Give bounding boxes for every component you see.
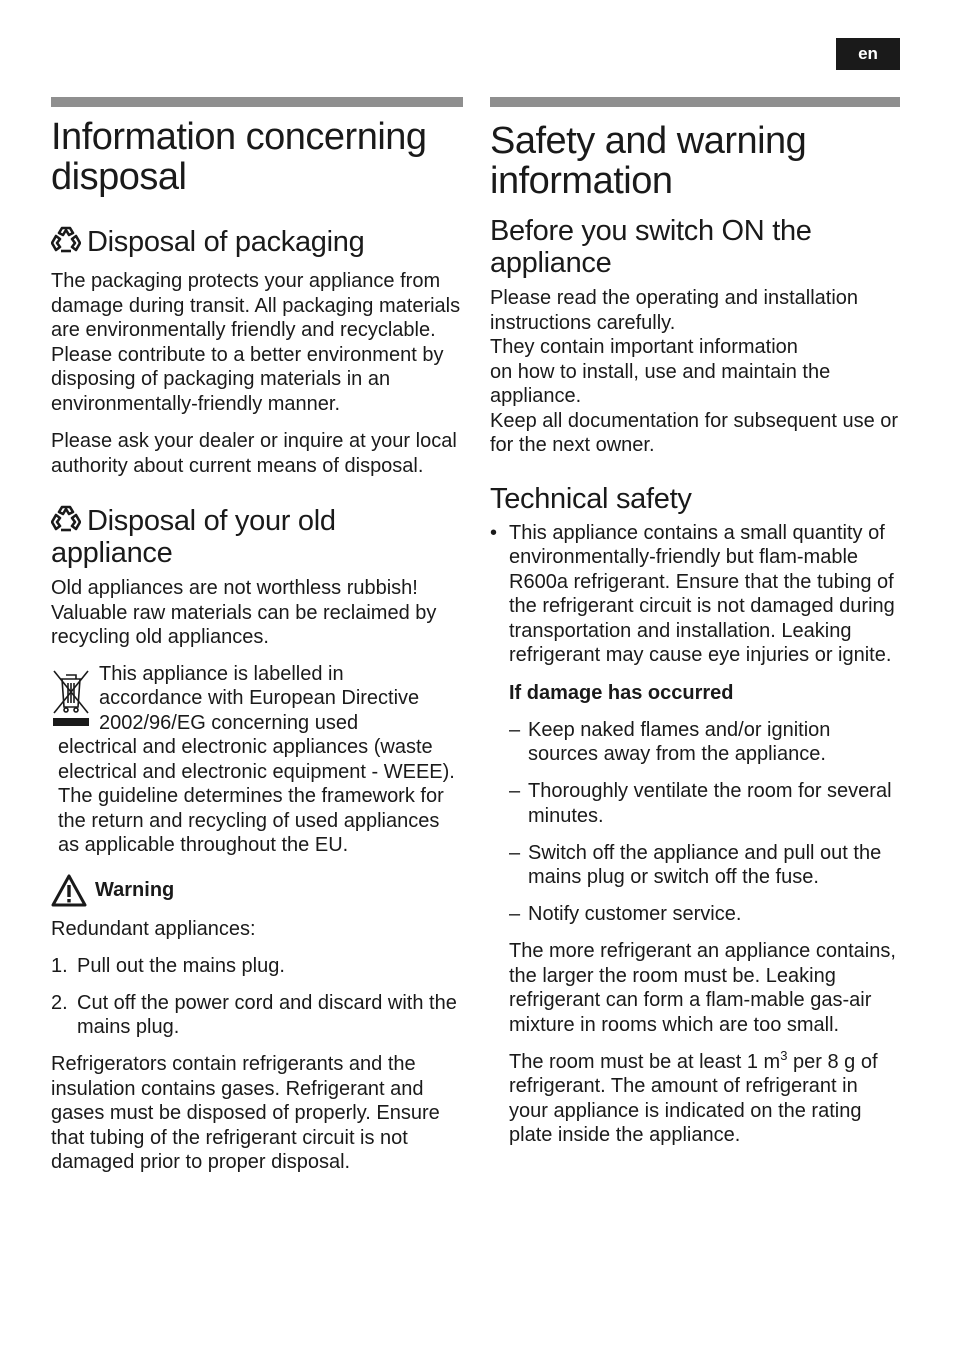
disposal-steps [51,954,463,1040]
weee-paragraph: electrical and electronic appliances (waste electrical and electronic equipment - WEEE). The guideline determines the framework for the return and recycling of used appliances as applicable throughout the EU. [58,736,455,856]
before-switch-on-heading: Before you switch ON the appliance [490,215,812,279]
list-item: – Notify customer service. [509,902,900,927]
recycling-icon [51,503,81,533]
list-item: 1. Pull out the mains plug. [51,954,285,977]
damage-section [490,681,900,1148]
technical-safety-heading: Technical safety [490,482,692,515]
warning-heading: Warning [51,874,463,908]
section-rule [490,97,900,107]
disposal-title: Information concerning disposal [51,116,427,198]
weee-line-1: This appliance is labelled in [99,662,344,685]
list-item: 2. Cut off the power cord and discard with the mains plug. [51,991,457,1038]
packaging-dealer-paragraph: Please ask your dealer or inquire at your local authority about current means of disposal. [51,430,457,477]
room-size-paragraph: The more refrigerant an appliance contains, the larger the room must be. Leaking refrigerant can form a flam-mable gas-air mixture in rooms which are too small. [509,940,896,1036]
before-line: Please read the operating and installation instructions carefully. [490,287,859,334]
before-line: on how to install, use and maintain the appliance. [490,360,831,407]
packaging-heading: Disposal of packaging [51,224,463,258]
language-tab: en [836,38,900,70]
weee-line-2: accordance with European Directive [99,687,420,709]
crossed-bin-icon [51,665,91,729]
weee-line-3: 2002/96/EG concerning used [99,711,359,734]
old-appliance-paragraph: Old appliances are not worthless rubbish! Valuable raw materials can be reclaimed by recycling old appliances. [51,577,437,648]
list-item: – Thoroughly ventilate the room for several minutes. [509,779,900,828]
old-appliance-heading: Disposal of your old appliance [51,505,336,569]
section-rule [51,97,463,107]
damage-heading: If damage has occurred [509,681,734,704]
damage-actions [509,718,900,927]
before-switch-on-text [490,286,900,458]
weee-notice [51,662,463,858]
list-item: – Switch off the appliance and pull out the mains plug or switch off the fuse. [509,841,900,890]
room-volume-paragraph: The room must be at least 1 $m^3$ per 8 g of refrigerant. The amount of refrigerant in your appliance is indicated on the rating plate inside the appliance. [509,1047,878,1146]
technical-safety-bullets [490,521,900,668]
before-line: Keep all documentation for subsequent use or for the next owner. [490,409,899,456]
before-line: They contain important information [490,336,798,358]
safety-title: Safety and warning information [490,120,807,202]
refrigerant-disposal-paragraph: Refrigerators contain refrigerants and the insulation contains gases. Refrigerant and gases must be disposed of properly. Ensure that tubing of the refrigerant circuit is not damaged prior to proper disposal. [51,1053,440,1173]
safety-column [490,97,900,1148]
packaging-paragraph: The packaging protects your appliance from damage during transit. All packaging materials are environmentally friendly and recyclable. Please contribute to a better environment by disposing of packaging materials in an environmentally-friendly manner. [51,270,461,415]
warning-intro: Redundant appliances: [51,917,256,940]
disposal-column [51,97,463,1175]
recycling-icon [51,224,81,254]
warning-triangle-icon [51,874,87,908]
list-item: • This appliance contains a small quantity of environmentally-friendly but flam-mable R600a refrigerant. Ensure that the tubing of the refrigerant circuit is not damaged during transportation and installation. Leaking refrigerant may cause eye injuries or ignite. [490,521,900,668]
list-item: – Keep naked flames and/or ignition sources away from the appliance. [509,718,900,767]
